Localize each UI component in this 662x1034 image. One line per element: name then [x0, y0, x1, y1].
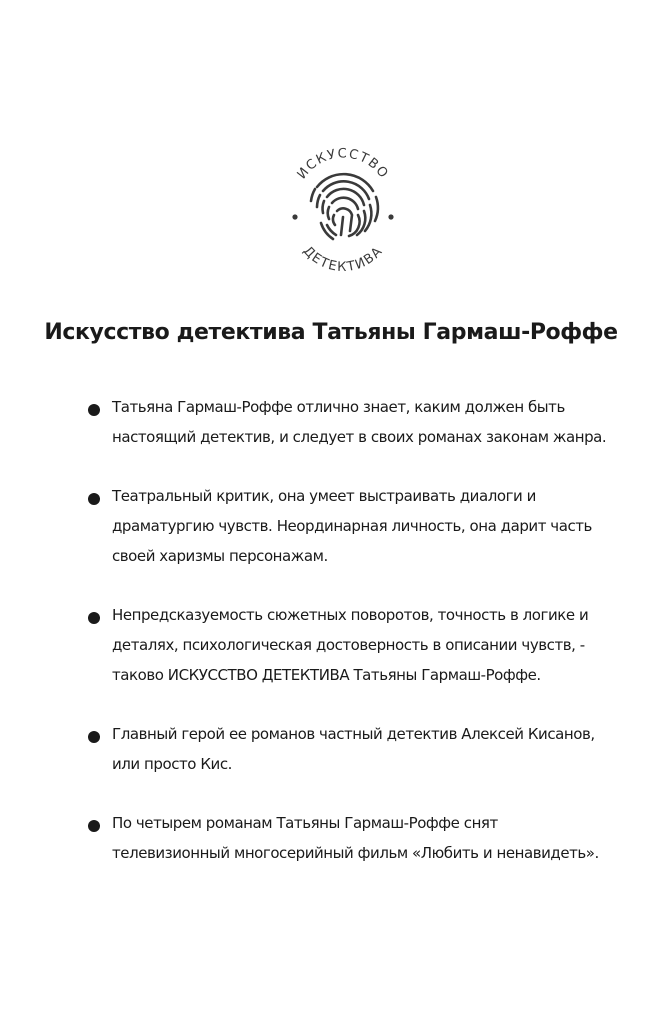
bullet-dot-icon: [88, 612, 100, 624]
bullet-dot-icon: [88, 820, 100, 832]
list-item-text: Татьяна Гармаш-Роффе отлично знает, каким должен быть настоящий детектив, и следует в своих романах законам жанра.: [112, 398, 607, 446]
feature-list: [88, 392, 608, 897]
list-item: [88, 719, 608, 779]
list-item: [88, 392, 608, 452]
logo-left-dot: [292, 214, 297, 219]
list-item: [88, 481, 608, 571]
page-title: Искусство детектива Татьяны Гармаш-Роффе: [44, 320, 618, 345]
list-item: [88, 808, 608, 868]
list-item-text: Непредсказуемость сюжетных поворотов, точность в логике и деталях, психологическая достоверность в описании чувств, - таково ИСКУССТВО ДЕТЕКТИВА Татьяны Гармаш-Роффе.: [112, 606, 589, 684]
list-item-text: По четырем романам Татьяны Гармаш-Роффе снят телевизионный многосерийный фильм «Любить и ненавидеть».: [112, 814, 599, 862]
list-item-text: Театральный критик, она умеет выстраивать диалоги и драматургию чувств. Неординарная личность, она дарит часть своей харизмы персонажам.: [112, 487, 592, 565]
list-item-text: Главный герой ее романов частный детектив Алексей Кисанов, или просто Кис.: [112, 725, 595, 773]
bullet-dot-icon: [88, 731, 100, 743]
bullet-dot-icon: [88, 493, 100, 505]
series-logo-svg: [273, 135, 413, 275]
logo-top-text: ИСКУССТВО: [294, 146, 392, 183]
logo-bottom-text: ДЕТЕКТИВА: [299, 243, 387, 275]
logo-right-dot: [388, 214, 393, 219]
series-logo: [273, 135, 413, 275]
bullet-dot-icon: [88, 404, 100, 416]
fingerprint-icon: [311, 174, 378, 239]
list-item: [88, 600, 608, 690]
